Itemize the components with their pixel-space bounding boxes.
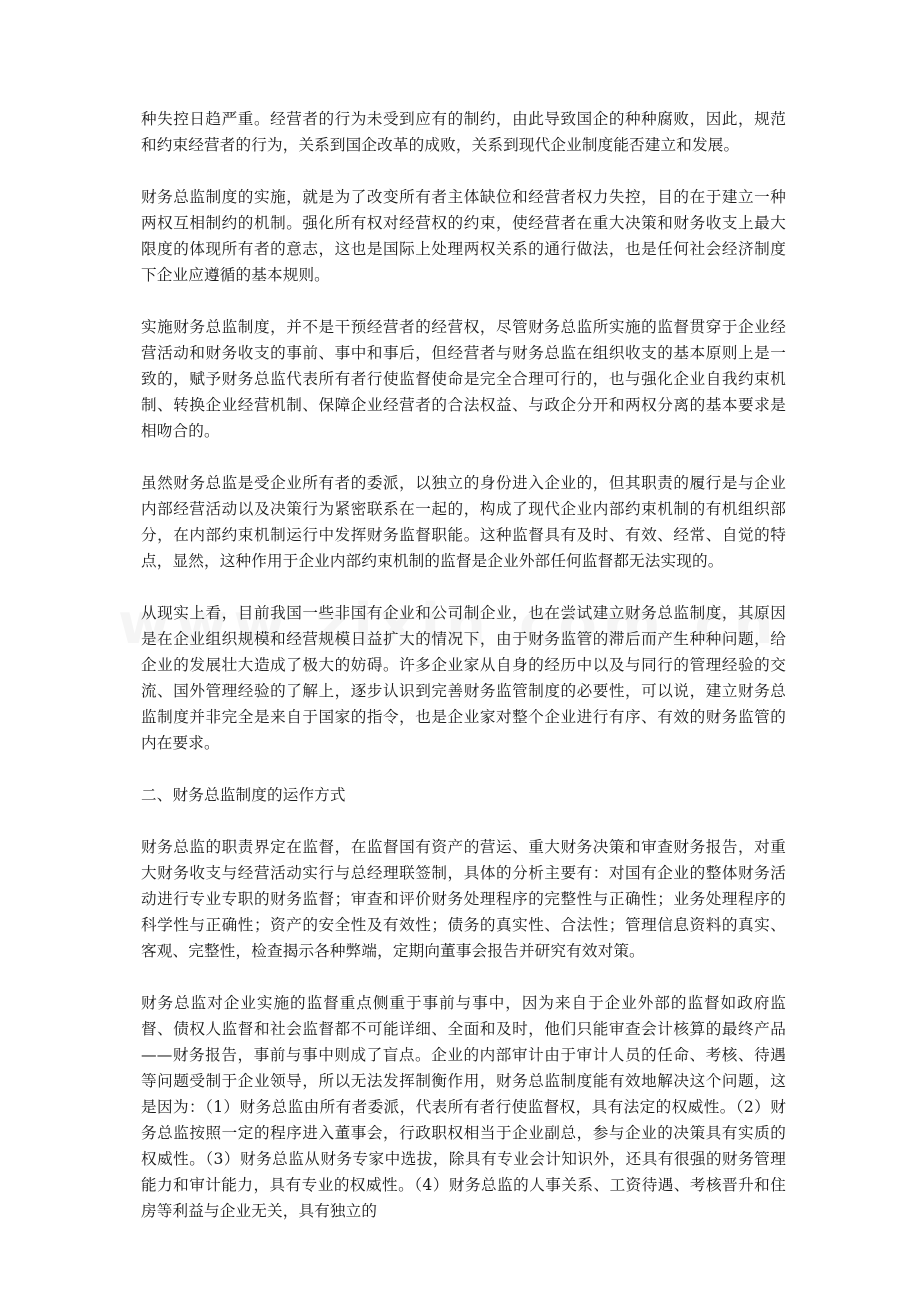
paragraph-7: 财务总监对企业实施的监督重点侧重于事前与事中，因为来自于企业外部的监督如政府监督、债权人监督和社会监督都不可能详细、全面和及时，他们只能审查会计核算的最终产品——财务报告，事前与事中则成了盲点。企业的内部审计由于审计人员的任命、考核、待遇等问题受制于企业领导，所以无法发挥制衡作用，财务总监制度能有效地解决这个问题，这是因为：（1）财务总监由所有者委派，代表所有者行使监督权，具有法定的权威性。（2）财务总监按照一定的程序进入董事会，行政职权相当于企业副总，参与企业的决策具有实质的权威性。（3）财务总监从财务专家中选拔，除具有专业会计知识外，还具有很强的财务管理能力和审计能力，具有专业的权威性。（4）财务总监的人事关系、工资待遇、考核晋升和住房等利益与企业无关，具有独立的 [141,994,786,1220]
paragraph-5: 从现实上看，目前我国一些非国有企业和公司制企业，也在尝试建立财务总监制度，其原因是在企业组织规模和经营规模日益扩大的情况下，由于财务监管的滞后而产生种种问题，给企业的发展壮大造成了极大的妨碍。许多企业家从自身的经历中以及与同行的管理经验的交流、国外管理经验的了解上，逐步认识到完善财务监管制度的必要性，可以说，建立财务总监制度并非完全是来自于国家的指令，也是企业家对整个企业进行有序、有效的财务监管的内在要求。 [141,604,786,752]
paragraph-1: 种失控日趋严重。经营者的行为未受到应有的制约，由此导致国企的种种腐败，因此，规范和约束经营者的行为，关系到国企改革的成败，关系到现代企业制度能否建立和发展。 [141,110,786,154]
paragraph-2: 财务总监制度的实施，就是为了改变所有者主体缺位和经营者权力失控，目的在于建立一种两权互相制约的机制。强化所有权对经营权的约束，使经营者在重大决策和财务收支上最大限度的体现所有者的意志，这也是国际上处理两权关系的通行做法，也是任何社会经济制度下企业应遵循的基本规则。 [141,188,786,284]
paragraph-6: 财务总监的职责界定在监督，在监督国有资产的营运、重大财务决策和审查财务报告，对重大财务收支与经营活动实行与总经理联签制，具体的分析主要有：对国有企业的整体财务活动进行专业专职的财务监督；审查和评价财务处理程序的完整性与正确性；业务处理程序的科学性与正确性；资产的安全性及有效性；债务的真实性、合法性；管理信息资料的真实、客观、完整性，检查揭示各种弊端，定期向董事会报告并研究有效对策。 [141,838,786,960]
paragraph-4: 虽然财务总监是受企业所有者的委派，以独立的身份进入企业的，但其职责的履行是与企业内部经营活动以及决策行为紧密联系在一起的，构成了现代企业内部约束机制的有机组织部分，在内部约束机制运行中发挥财务监督职能。这种监督具有及时、有效、经常、自觉的特点，显然，这种作用于企业内部约束机制的监督是企业外部任何监督都无法实现的。 [141,474,786,570]
paragraph-3: 实施财务总监制度，并不是干预经营者的经营权，尽管财务总监所实施的监督贯穿于企业经营活动和财务收支的事前、事中和事后，但经营者与财务总监在组织收支的基本原则上是一致的，赋予财务总监代表所有者行使监督使命是完全合理可行的，也与强化企业自我约束机制、转换企业经营机制、保障企业经营者的合法权益、与政企分开和两权分离的基本要求是相吻合的。 [141,318,786,440]
document-body [141,106,786,1250]
section-heading: 二、财务总监制度的运作方式 [141,786,346,804]
